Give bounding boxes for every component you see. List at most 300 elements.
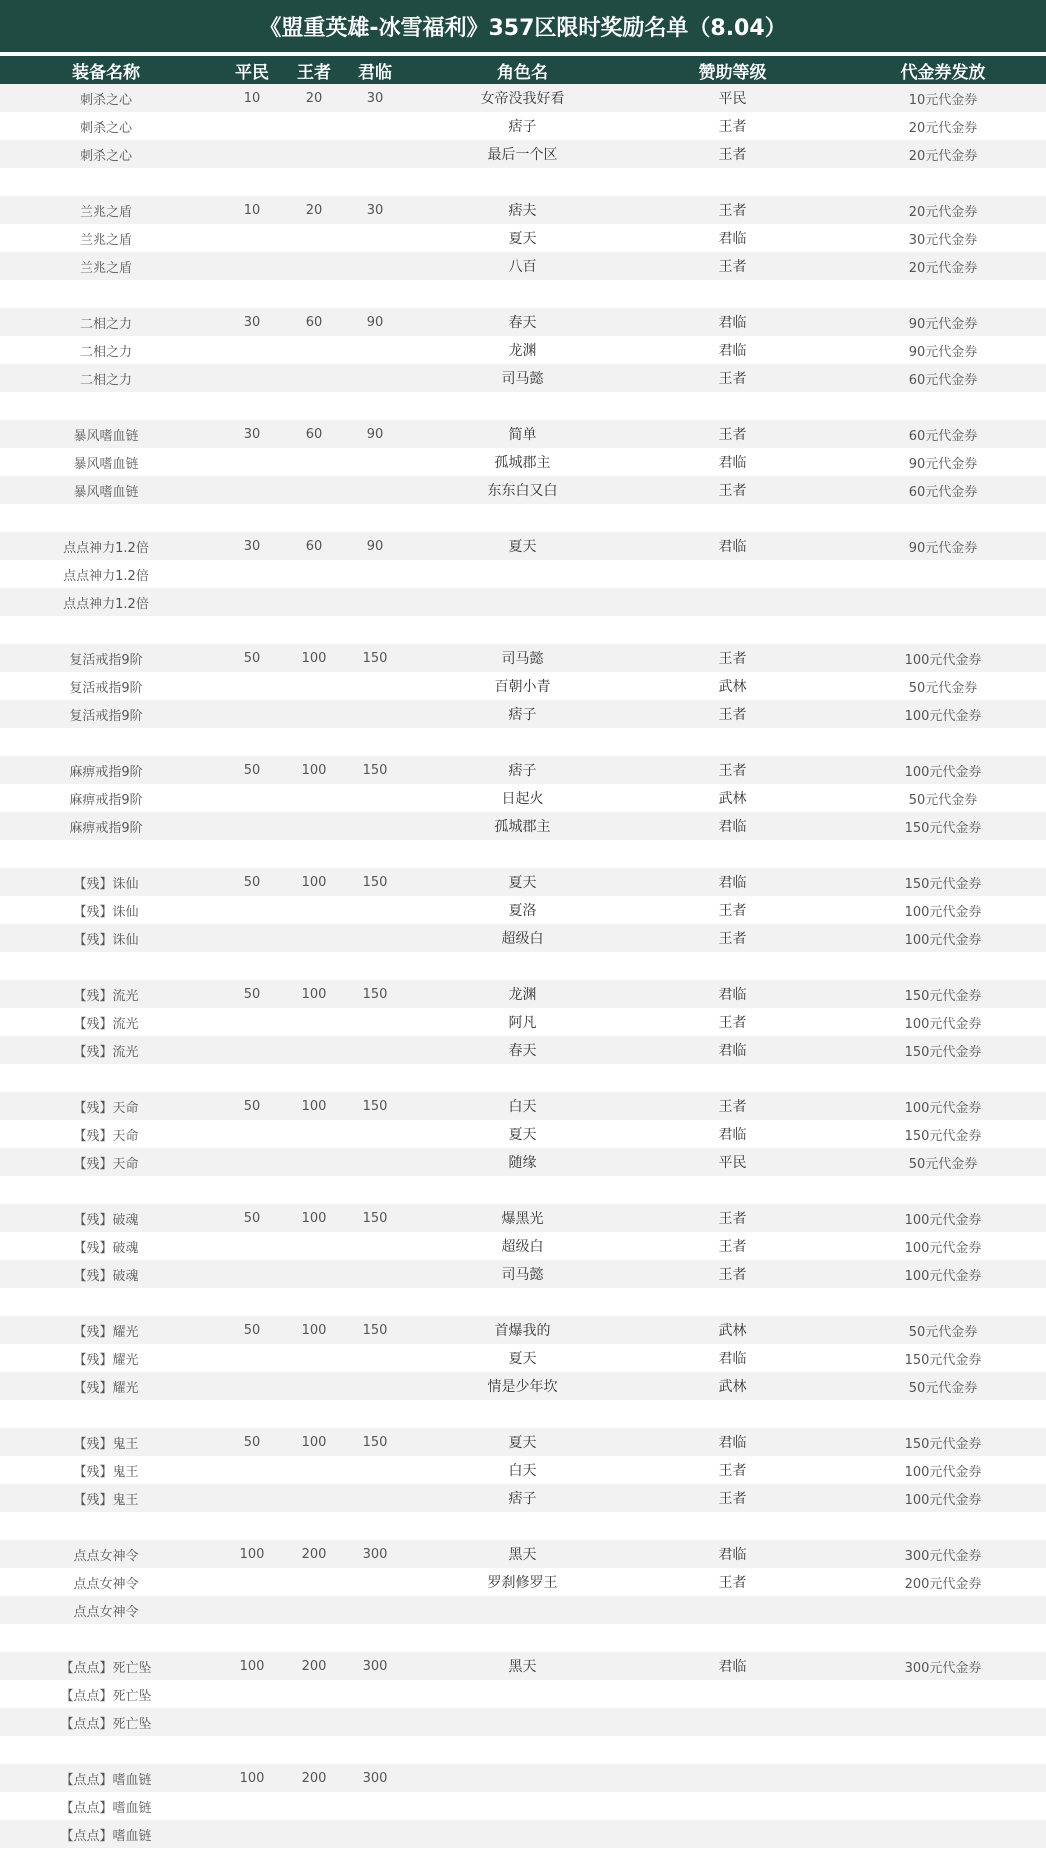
cell-role-name	[420, 1176, 625, 1204]
cell-sponsor-level: 王者	[718, 371, 747, 387]
cell-sponsor-level	[650, 952, 815, 980]
cell-wangzhe	[280, 1260, 348, 1288]
cell-role-name	[420, 1792, 625, 1820]
cell-voucher	[840, 1820, 1046, 1848]
cell-equipment: 兰兆之盾	[79, 204, 132, 220]
cell-pingmin: 50	[243, 1210, 261, 1226]
cell-role-name: 春天	[508, 315, 537, 331]
cell-junlin	[340, 896, 410, 924]
cell-role-name: 龙渊	[508, 987, 537, 1003]
cell-wangzhe	[280, 1120, 348, 1148]
cell-junlin	[340, 364, 410, 392]
cell-role-name: 女帝没我好看	[480, 91, 565, 107]
table-row	[0, 980, 1046, 1008]
cell-voucher	[840, 1400, 1046, 1428]
cell-wangzhe	[280, 1624, 348, 1652]
cell-junlin	[340, 1400, 410, 1428]
cell-role-name: 黑天	[508, 1547, 537, 1563]
cell-wangzhe	[280, 476, 348, 504]
cell-role-name: 白天	[508, 1463, 537, 1479]
cell-junlin: 150	[362, 874, 388, 890]
table-row	[0, 1204, 1046, 1232]
cell-voucher: 50元代金券	[908, 1380, 978, 1396]
table-row	[0, 1624, 1046, 1652]
cell-sponsor-level	[650, 504, 815, 532]
cell-pingmin: 50	[243, 762, 261, 778]
cell-sponsor-level: 君临	[718, 1435, 747, 1451]
cell-wangzhe	[280, 700, 348, 728]
cell-sponsor-level: 武林	[718, 1379, 747, 1395]
table-row	[0, 1008, 1046, 1036]
cell-junlin	[340, 840, 410, 868]
cell-voucher: 200元代金券	[904, 1576, 982, 1592]
cell-junlin	[340, 280, 410, 308]
cell-sponsor-level: 王者	[718, 1491, 747, 1507]
table-row	[0, 840, 1046, 868]
cell-equipment: 二相之力	[79, 372, 132, 388]
cell-equipment: 【点点】嗜血链	[60, 1772, 152, 1788]
table-row	[0, 448, 1046, 476]
table-row	[0, 84, 1046, 112]
cell-wangzhe	[280, 924, 348, 952]
cell-equipment: 【点点】死亡坠	[60, 1660, 152, 1676]
cell-role-name	[420, 840, 625, 868]
cell-sponsor-level	[650, 1764, 815, 1792]
table-row	[0, 784, 1046, 812]
cell-wangzhe	[280, 840, 348, 868]
cell-junlin: 300	[362, 1658, 388, 1674]
cell-sponsor-level: 王者	[718, 1211, 747, 1227]
table-row	[0, 280, 1046, 308]
cell-role-name: 夏天	[508, 539, 537, 555]
cell-role-name: 随缘	[508, 1155, 537, 1171]
cell-role-name: 最后一个区	[487, 147, 558, 163]
cell-equipment	[0, 168, 212, 196]
cell-junlin: 150	[362, 1210, 388, 1226]
cell-sponsor-level: 君临	[718, 1127, 747, 1143]
cell-junlin	[340, 784, 410, 812]
cell-voucher	[840, 1708, 1046, 1736]
cell-sponsor-level: 君临	[718, 875, 747, 891]
cell-role-name	[420, 616, 625, 644]
cell-sponsor-level: 王者	[718, 259, 747, 275]
cell-voucher	[840, 1288, 1046, 1316]
page-title: 《盟重英雄-冰雪福利》357区限时奖励名单（8.04）	[0, 0, 1046, 54]
cell-sponsor-level: 王者	[718, 1463, 747, 1479]
cell-sponsor-level: 王者	[718, 203, 747, 219]
cell-junlin	[340, 700, 410, 728]
cell-wangzhe	[280, 616, 348, 644]
table-row	[0, 196, 1046, 224]
cell-sponsor-level: 王者	[718, 427, 747, 443]
cell-junlin: 150	[362, 1322, 388, 1338]
table-row	[0, 1708, 1046, 1736]
cell-wangzhe: 100	[301, 650, 327, 666]
table-row	[0, 1288, 1046, 1316]
cell-equipment: 【残】耀光	[73, 1380, 139, 1396]
cell-equipment: 麻痹戒指9阶	[69, 764, 143, 780]
table-row	[0, 1428, 1046, 1456]
cell-role-name	[420, 1400, 625, 1428]
cell-wangzhe	[280, 672, 348, 700]
cell-equipment: 点点神力1.2倍	[63, 596, 149, 612]
cell-pingmin: 30	[243, 314, 261, 330]
cell-sponsor-level: 君临	[718, 1043, 747, 1059]
cell-sponsor-level	[650, 588, 815, 616]
cell-wangzhe: 200	[301, 1546, 327, 1562]
cell-equipment: 【残】破魂	[73, 1212, 139, 1228]
cell-voucher	[840, 392, 1046, 420]
cell-voucher: 300元代金券	[904, 1660, 982, 1676]
header-voucher: 代金券发放	[900, 62, 986, 83]
cell-equipment: 【残】天命	[73, 1156, 139, 1172]
cell-sponsor-level: 君临	[718, 455, 747, 471]
cell-equipment	[0, 280, 212, 308]
cell-wangzhe	[280, 224, 348, 252]
cell-voucher: 100元代金券	[904, 1100, 982, 1116]
cell-junlin	[340, 1176, 410, 1204]
cell-wangzhe	[280, 1484, 348, 1512]
cell-equipment: 点点神力1.2倍	[63, 568, 149, 584]
cell-wangzhe: 100	[301, 1322, 327, 1338]
cell-sponsor-level: 王者	[718, 119, 747, 135]
cell-voucher: 50元代金券	[908, 680, 978, 696]
cell-role-name: 夏洛	[508, 903, 537, 919]
cell-role-name: 爆黑光	[501, 1211, 544, 1227]
cell-voucher: 20元代金券	[908, 204, 978, 220]
table-row	[0, 1092, 1046, 1120]
cell-sponsor-level: 王者	[718, 147, 747, 163]
cell-role-name: 痞夫	[508, 203, 537, 219]
table-row	[0, 112, 1046, 140]
table-row	[0, 560, 1046, 588]
cell-equipment: 暴风嗜血链	[73, 456, 139, 472]
cell-voucher: 150元代金券	[904, 1436, 982, 1452]
cell-wangzhe	[280, 1736, 348, 1764]
cell-wangzhe	[280, 252, 348, 280]
table-row	[0, 392, 1046, 420]
cell-junlin	[340, 448, 410, 476]
cell-equipment: 点点神力1.2倍	[63, 540, 149, 556]
cell-voucher	[840, 1736, 1046, 1764]
cell-voucher: 50元代金券	[908, 1324, 978, 1340]
cell-role-name: 白天	[508, 1099, 537, 1115]
cell-equipment: 【残】流光	[73, 1044, 139, 1060]
cell-junlin	[340, 1820, 410, 1848]
table-row	[0, 896, 1046, 924]
header-equipment: 装备名称	[72, 62, 140, 83]
cell-role-name: 罗刹修罗王	[487, 1575, 558, 1591]
cell-equipment	[0, 1512, 212, 1540]
table-row	[0, 700, 1046, 728]
cell-sponsor-level: 王者	[718, 1239, 747, 1255]
cell-role-name: 东东白又白	[487, 483, 558, 499]
cell-equipment: 兰兆之盾	[79, 260, 132, 276]
cell-voucher: 90元代金券	[908, 540, 978, 556]
cell-wangzhe: 100	[301, 874, 327, 890]
cell-pingmin: 100	[239, 1546, 265, 1562]
cell-role-name	[420, 1736, 625, 1764]
cell-sponsor-level	[650, 1288, 815, 1316]
table-row	[0, 504, 1046, 532]
cell-sponsor-level	[650, 1596, 815, 1624]
cell-voucher	[840, 280, 1046, 308]
cell-sponsor-level: 王者	[718, 931, 747, 947]
cell-wangzhe	[280, 336, 348, 364]
cell-junlin	[340, 616, 410, 644]
cell-voucher: 100元代金券	[904, 1464, 982, 1480]
cell-voucher	[840, 1512, 1046, 1540]
cell-equipment: 【残】鬼王	[73, 1436, 139, 1452]
cell-junlin	[340, 1792, 410, 1820]
table-row	[0, 1736, 1046, 1764]
cell-sponsor-level	[650, 616, 815, 644]
cell-equipment: 刺杀之心	[79, 148, 132, 164]
table-row	[0, 476, 1046, 504]
cell-voucher	[840, 1064, 1046, 1092]
table-row	[0, 1512, 1046, 1540]
cell-role-name	[420, 392, 625, 420]
cell-voucher: 100元代金券	[904, 1492, 982, 1508]
table-row	[0, 588, 1046, 616]
cell-voucher: 50元代金券	[908, 1156, 978, 1172]
cell-wangzhe	[280, 1680, 348, 1708]
cell-role-name: 夏天	[508, 1127, 537, 1143]
cell-junlin	[340, 1512, 410, 1540]
cell-role-name	[420, 560, 625, 588]
cell-sponsor-level	[650, 1064, 815, 1092]
cell-role-name	[420, 952, 625, 980]
cell-role-name	[420, 1820, 625, 1848]
cell-sponsor-level	[650, 392, 815, 420]
cell-role-name	[420, 1680, 625, 1708]
cell-junlin	[340, 224, 410, 252]
cell-wangzhe	[280, 140, 348, 168]
cell-equipment: 点点女神令	[73, 1604, 139, 1620]
cell-wangzhe	[280, 1372, 348, 1400]
table-row	[0, 616, 1046, 644]
cell-wangzhe: 200	[301, 1658, 327, 1674]
cell-role-name	[420, 168, 625, 196]
cell-sponsor-level: 王者	[718, 903, 747, 919]
cell-junlin: 150	[362, 1434, 388, 1450]
cell-voucher: 150元代金券	[904, 876, 982, 892]
cell-junlin: 300	[362, 1770, 388, 1786]
table-row	[0, 1316, 1046, 1344]
cell-role-name	[420, 728, 625, 756]
cell-junlin	[340, 392, 410, 420]
cell-voucher: 20元代金券	[908, 148, 978, 164]
cell-sponsor-level: 王者	[718, 1267, 747, 1283]
cell-voucher: 60元代金券	[908, 372, 978, 388]
table-row	[0, 812, 1046, 840]
cell-role-name: 司马懿	[501, 371, 544, 387]
cell-junlin: 150	[362, 986, 388, 1002]
cell-pingmin: 30	[243, 538, 261, 554]
cell-equipment: 暴风嗜血链	[73, 484, 139, 500]
cell-junlin	[340, 1624, 410, 1652]
table-row	[0, 1400, 1046, 1428]
cell-sponsor-level: 君临	[718, 987, 747, 1003]
cell-equipment	[0, 728, 212, 756]
cell-junlin	[340, 1064, 410, 1092]
cell-junlin: 150	[362, 650, 388, 666]
cell-junlin	[340, 588, 410, 616]
cell-pingmin: 30	[243, 426, 261, 442]
cell-junlin	[340, 112, 410, 140]
cell-voucher: 20元代金券	[908, 120, 978, 136]
cell-voucher: 30元代金券	[908, 232, 978, 248]
cell-junlin	[340, 1736, 410, 1764]
cell-sponsor-level	[650, 1708, 815, 1736]
cell-role-name: 春天	[508, 1043, 537, 1059]
cell-role-name	[420, 504, 625, 532]
cell-sponsor-level	[650, 1624, 815, 1652]
cell-role-name: 孤城郡主	[494, 819, 551, 835]
cell-wangzhe: 20	[305, 90, 323, 106]
cell-equipment: 【点点】嗜血链	[60, 1828, 152, 1844]
cell-wangzhe	[280, 560, 348, 588]
cell-role-name: 超级白	[501, 1239, 544, 1255]
cell-voucher	[840, 728, 1046, 756]
cell-wangzhe	[280, 784, 348, 812]
cell-role-name: 痞子	[508, 763, 537, 779]
cell-equipment	[0, 840, 212, 868]
cell-junlin	[340, 952, 410, 980]
cell-equipment: 【残】破魂	[73, 1268, 139, 1284]
cell-voucher: 90元代金券	[908, 456, 978, 472]
cell-junlin	[340, 1708, 410, 1736]
cell-wangzhe	[280, 812, 348, 840]
cell-role-name: 日起火	[501, 791, 544, 807]
cell-equipment: 【残】鬼王	[73, 1492, 139, 1508]
cell-sponsor-level	[650, 168, 815, 196]
cell-junlin	[340, 1148, 410, 1176]
cell-pingmin: 100	[239, 1770, 265, 1786]
cell-wangzhe: 60	[305, 538, 323, 554]
cell-wangzhe	[280, 1820, 348, 1848]
cell-voucher: 100元代金券	[904, 652, 982, 668]
cell-junlin	[340, 728, 410, 756]
cell-junlin: 90	[366, 538, 384, 554]
table-row	[0, 140, 1046, 168]
cell-sponsor-level	[650, 1176, 815, 1204]
table-row	[0, 1596, 1046, 1624]
cell-role-name	[420, 588, 625, 616]
table-row	[0, 1232, 1046, 1260]
cell-equipment: 【残】流光	[73, 988, 139, 1004]
cell-voucher	[840, 1792, 1046, 1820]
cell-role-name: 黑天	[508, 1659, 537, 1675]
cell-sponsor-level: 王者	[718, 483, 747, 499]
table-row	[0, 728, 1046, 756]
header-role-name: 角色名	[497, 62, 548, 83]
table-row	[0, 1680, 1046, 1708]
cell-wangzhe	[280, 1568, 348, 1596]
cell-role-name: 司马懿	[501, 651, 544, 667]
cell-equipment: 兰兆之盾	[79, 232, 132, 248]
cell-junlin	[340, 1344, 410, 1372]
cell-role-name: 龙渊	[508, 343, 537, 359]
header-junlin: 君临	[358, 62, 392, 83]
cell-equipment	[0, 1176, 212, 1204]
cell-equipment: 【残】流光	[73, 1016, 139, 1032]
cell-wangzhe	[280, 280, 348, 308]
cell-equipment: 【残】耀光	[73, 1352, 139, 1368]
cell-junlin: 90	[366, 426, 384, 442]
cell-wangzhe	[280, 1512, 348, 1540]
table-row	[0, 1036, 1046, 1064]
table-row	[0, 1064, 1046, 1092]
cell-sponsor-level	[650, 728, 815, 756]
cell-role-name: 首爆我的	[494, 1323, 551, 1339]
cell-equipment: 【残】天命	[73, 1100, 139, 1116]
cell-sponsor-level	[650, 1792, 815, 1820]
cell-wangzhe	[280, 1792, 348, 1820]
cell-role-name: 夏天	[508, 1351, 537, 1367]
cell-wangzhe	[280, 1036, 348, 1064]
cell-voucher: 100元代金券	[904, 1268, 982, 1284]
cell-junlin: 30	[366, 90, 384, 106]
cell-wangzhe: 60	[305, 314, 323, 330]
cell-equipment: 二相之力	[79, 344, 132, 360]
table-row	[0, 1372, 1046, 1400]
cell-voucher	[840, 168, 1046, 196]
cell-voucher: 50元代金券	[908, 792, 978, 808]
cell-equipment: 【点点】死亡坠	[60, 1716, 152, 1732]
cell-pingmin: 50	[243, 1434, 261, 1450]
cell-equipment: 刺杀之心	[79, 120, 132, 136]
cell-role-name: 夏天	[508, 1435, 537, 1451]
cell-wangzhe	[280, 448, 348, 476]
cell-equipment	[0, 952, 212, 980]
cell-equipment	[0, 1624, 212, 1652]
cell-wangzhe: 100	[301, 1210, 327, 1226]
cell-sponsor-level: 君临	[718, 539, 747, 555]
cell-role-name: 痞子	[508, 1491, 537, 1507]
cell-wangzhe: 200	[301, 1770, 327, 1786]
cell-junlin	[340, 560, 410, 588]
cell-wangzhe: 20	[305, 202, 323, 218]
cell-sponsor-level: 平民	[718, 91, 747, 107]
cell-sponsor-level: 君临	[718, 1659, 747, 1675]
cell-equipment: 【残】天命	[73, 1128, 139, 1144]
table-row	[0, 364, 1046, 392]
cell-sponsor-level: 平民	[718, 1155, 747, 1171]
cell-voucher	[840, 1176, 1046, 1204]
cell-sponsor-level: 武林	[718, 1323, 747, 1339]
cell-role-name: 痞子	[508, 119, 537, 135]
cell-voucher: 100元代金券	[904, 1212, 982, 1228]
cell-sponsor-level	[650, 1512, 815, 1540]
cell-equipment: 【残】诛仙	[73, 932, 139, 948]
cell-voucher: 60元代金券	[908, 484, 978, 500]
table-row	[0, 420, 1046, 448]
table-row	[0, 1260, 1046, 1288]
cell-role-name: 夏天	[508, 231, 537, 247]
table-row	[0, 1176, 1046, 1204]
header-wangzhe: 王者	[297, 62, 331, 83]
cell-sponsor-level: 王者	[718, 1575, 747, 1591]
cell-equipment: 【残】诛仙	[73, 876, 139, 892]
cell-voucher: 60元代金券	[908, 428, 978, 444]
cell-role-name	[420, 1596, 625, 1624]
cell-wangzhe	[280, 588, 348, 616]
cell-role-name	[420, 1288, 625, 1316]
cell-wangzhe	[280, 1596, 348, 1624]
cell-junlin	[340, 1232, 410, 1260]
cell-junlin: 150	[362, 1098, 388, 1114]
